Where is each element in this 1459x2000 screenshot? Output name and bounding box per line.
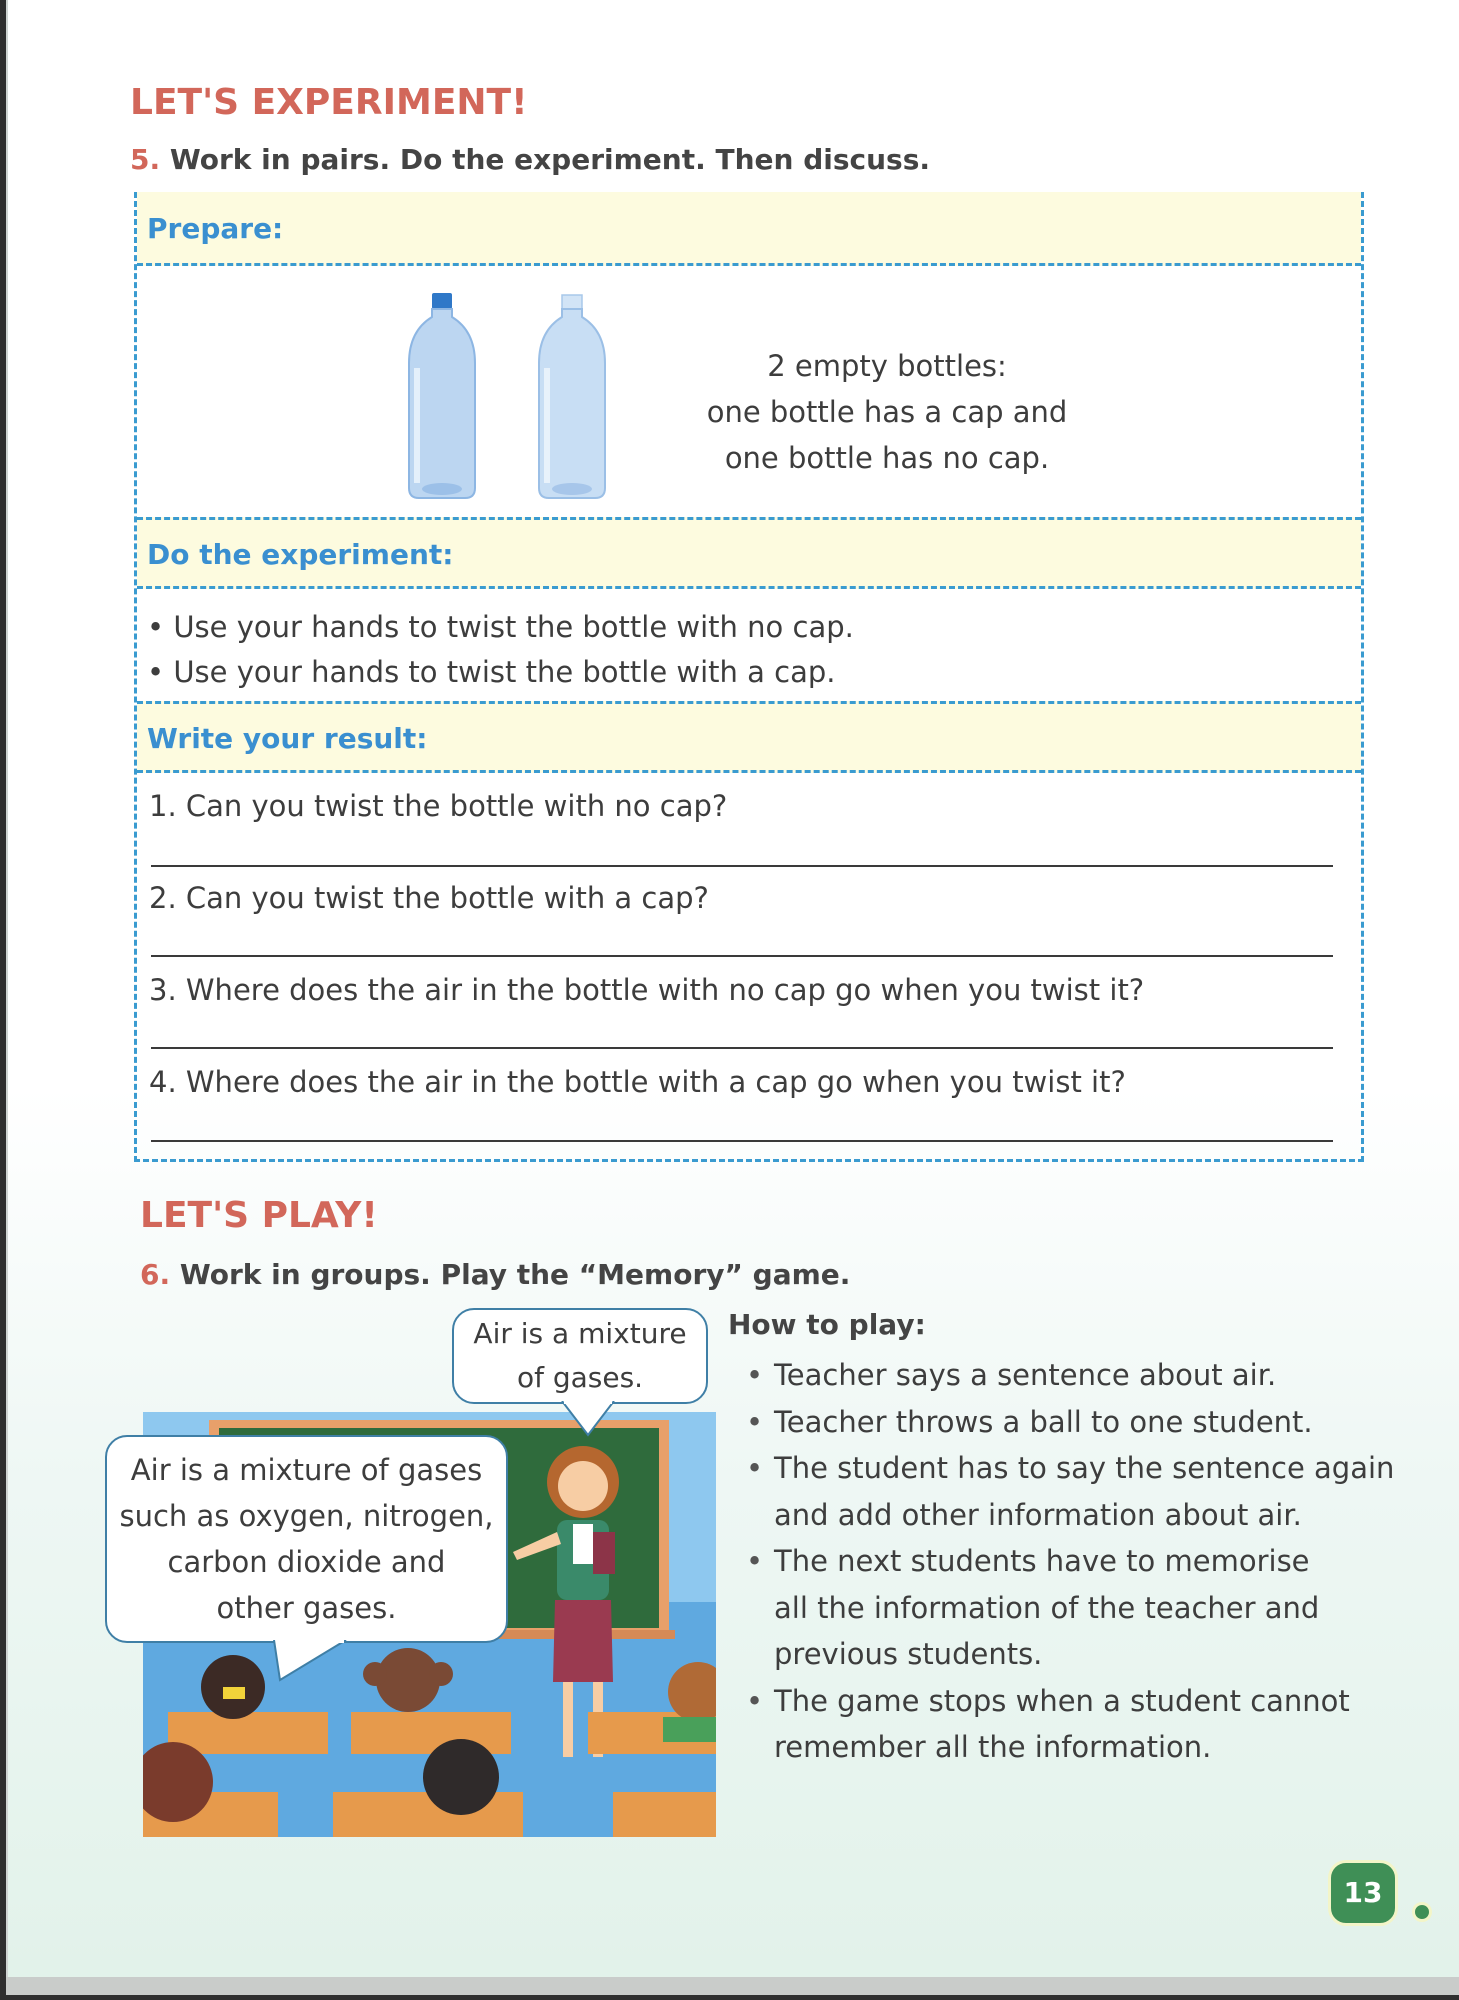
student-speech-bubble (105, 1435, 508, 1643)
task-6-instruction (140, 1258, 850, 1291)
task-text: Work in groups. Play the “Memory” game. (179, 1258, 851, 1291)
bubble-line: Air is a mixture of gases (130, 1453, 483, 1487)
answer-line-2[interactable] (151, 955, 1333, 957)
step-item: • Use your hands to twist the bottle with no cap. (147, 610, 854, 644)
task-text: Work in pairs. Do the experiment. Then discuss. (169, 143, 931, 176)
do-experiment-label: Do the experiment: (147, 538, 454, 571)
bottle-with-cap-icon (409, 293, 475, 498)
bottle-no-cap-icon (539, 295, 605, 498)
student-bubble-tail (270, 1640, 350, 1682)
how-to-item: • Teacher throws a ball to one student. (774, 1399, 1414, 1446)
how-to-item: • The next students have to memorise all the information of the teacher and previous students. (774, 1538, 1414, 1678)
answer-line-1[interactable] (151, 865, 1333, 867)
bubble-line: Air is a mixture (473, 1317, 687, 1350)
page-number-dot (1412, 1902, 1432, 1922)
answer-line-4[interactable] (151, 1140, 1333, 1142)
how-to-item: • Teacher says a sentence about air. (774, 1352, 1414, 1399)
bubble-line: carbon dioxide and (167, 1545, 446, 1579)
teacher-bubble-tail (560, 1401, 616, 1437)
experiment-steps (147, 605, 854, 695)
experiment-box (134, 192, 1364, 1162)
section-heading-experiment: LET'S EXPERIMENT! (130, 82, 528, 123)
task-5-instruction (130, 143, 930, 176)
how-to-item: • The student has to say the sentence again and add other information about air. (774, 1445, 1414, 1538)
step-item: • Use your hands to twist the bottle with a cap. (147, 655, 836, 689)
task-number: 6. (140, 1258, 171, 1291)
write-result-header (137, 701, 1361, 773)
how-to-play-list (746, 1352, 1414, 1771)
task-number: 5. (130, 143, 161, 176)
how-to-play-label: How to play: (728, 1308, 926, 1341)
materials-text (677, 343, 1097, 481)
question-2: 2. Can you twist the bottle with a cap? (149, 881, 709, 915)
section-heading-play: LET'S PLAY! (140, 1195, 378, 1236)
do-experiment-header (137, 517, 1361, 589)
bubble-line: of gases. (516, 1361, 644, 1394)
answer-line-3[interactable] (151, 1047, 1333, 1049)
page-bottom-edge (6, 1977, 1459, 1995)
write-result-label: Write your result: (147, 722, 428, 755)
page-number-badge: 13 (1328, 1860, 1398, 1926)
question-3: 3. Where does the air in the bottle with no cap go when you twist it? (149, 973, 1145, 1007)
question-4: 4. Where does the air in the bottle with a cap go when you twist it? (149, 1065, 1126, 1099)
prepare-header (137, 192, 1361, 266)
materials-line: one bottle has a cap and (706, 395, 1068, 429)
how-to-item: • The game stops when a student cannot remember all the information. (774, 1678, 1414, 1771)
prepare-label: Prepare: (147, 212, 284, 245)
bottles-illustration (407, 293, 607, 503)
question-1: 1. Can you twist the bottle with no cap? (149, 789, 728, 823)
materials-line: one bottle has no cap. (724, 441, 1050, 475)
teacher-speech-bubble (452, 1308, 708, 1404)
bubble-line: such as oxygen, nitrogen, (119, 1499, 494, 1533)
materials-line: 2 empty bottles: (767, 349, 1007, 383)
bubble-line: other gases. (216, 1591, 397, 1625)
